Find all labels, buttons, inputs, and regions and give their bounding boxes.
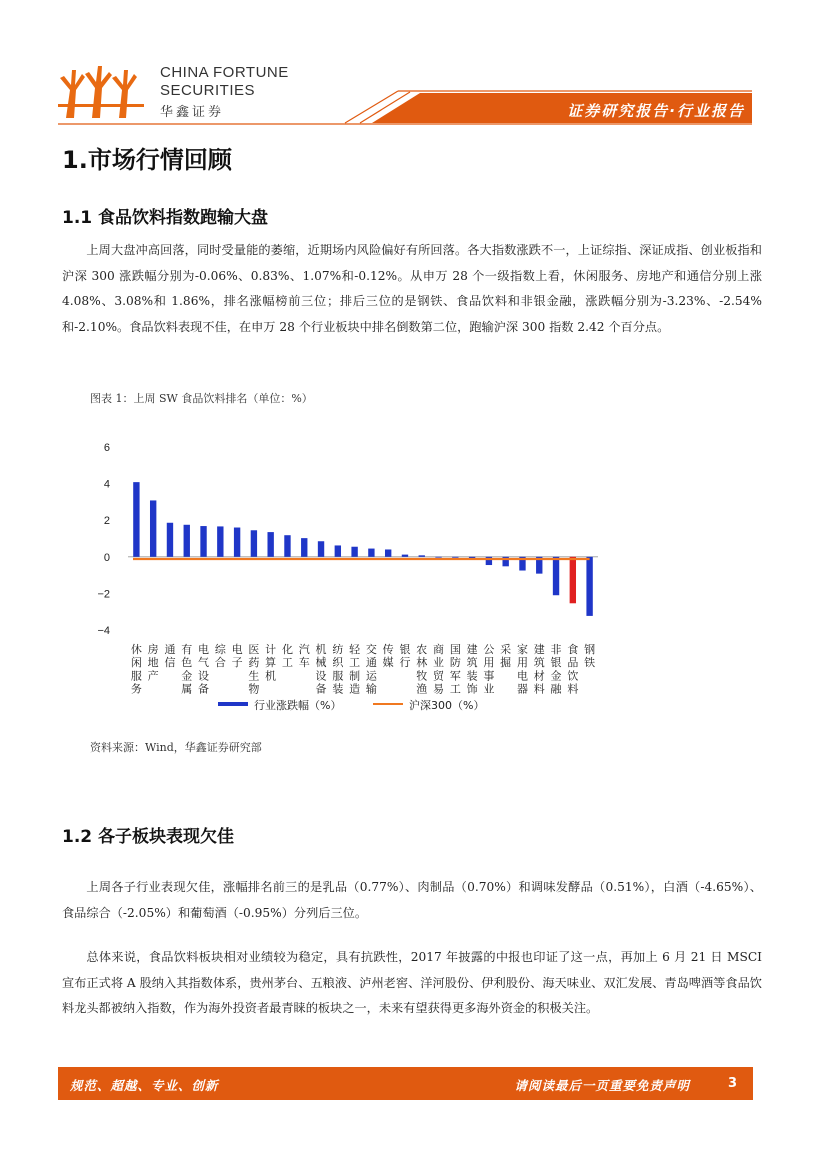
y-tick-label: 4 bbox=[103, 478, 110, 491]
bar-计算机 bbox=[267, 532, 273, 557]
bar-食品饮料 bbox=[570, 557, 576, 603]
report-type-tag: 证券研究报告·行业报告 bbox=[567, 102, 745, 120]
x-tick-label: 汽车 bbox=[298, 643, 310, 670]
y-tick-label: −4 bbox=[97, 625, 110, 637]
y-tick-label: 0 bbox=[103, 551, 110, 564]
x-tick-label: 建筑材料 bbox=[533, 643, 545, 696]
bar-电气设备 bbox=[200, 526, 206, 557]
legend-label-index: 沪深300（%） bbox=[409, 699, 485, 712]
x-tick-label: 房地产 bbox=[147, 643, 159, 683]
bar-商业贸易 bbox=[435, 557, 441, 558]
footer-disclaimer-link[interactable]: 请阅读最后一页重要免责声明 bbox=[514, 1078, 690, 1093]
chart-bars bbox=[133, 482, 593, 616]
bar-轻工制造 bbox=[351, 547, 357, 557]
x-tick-label: 国防军工 bbox=[449, 643, 461, 696]
bar-休闲服务 bbox=[133, 482, 139, 557]
x-tick-label: 商业贸易 bbox=[433, 643, 445, 696]
x-tick-label: 通信 bbox=[164, 643, 176, 670]
x-tick-label: 休闲服务 bbox=[130, 643, 142, 696]
x-tick-label: 银行 bbox=[399, 643, 411, 670]
subsection-title-1-2: 1.2 各子板块表现欠佳 bbox=[62, 827, 235, 847]
y-tick-label: −2 bbox=[97, 588, 110, 601]
bar-房地产 bbox=[150, 500, 156, 556]
x-tick-label: 电子 bbox=[231, 643, 243, 670]
x-tick-label: 传媒 bbox=[382, 643, 394, 670]
x-tick-label: 交通运输 bbox=[365, 643, 377, 696]
x-tick-label: 建筑装饰 bbox=[466, 643, 478, 696]
bar-纺织服装 bbox=[335, 545, 341, 556]
x-tick-label: 医药生物 bbox=[248, 643, 260, 696]
subsection-title-1-1: 1.1 食品饮料指数跑输大盘 bbox=[62, 208, 269, 228]
x-tick-label: 综合 bbox=[214, 643, 226, 670]
bar-传媒 bbox=[385, 549, 391, 556]
x-tick-label: 化工 bbox=[281, 643, 293, 670]
bar-非银金融 bbox=[553, 557, 559, 595]
bar-化工 bbox=[284, 535, 290, 557]
figure-caption: 图表 1：上周 SW 食品饮料排名（单位：%） bbox=[90, 392, 313, 405]
x-tick-label: 计算机 bbox=[265, 643, 277, 683]
chart-x-labels bbox=[131, 642, 595, 696]
y-tick-label: 6 bbox=[103, 442, 110, 454]
x-tick-label: 农林牧渔 bbox=[416, 643, 428, 696]
bar-钢铁 bbox=[586, 557, 592, 616]
x-tick-label: 钢铁 bbox=[584, 643, 596, 670]
section-title: 1.市场行情回顾 bbox=[62, 146, 232, 174]
industry-ranking-chart bbox=[88, 430, 608, 730]
bar-农林牧渔 bbox=[419, 555, 425, 556]
x-tick-label: 纺织服装 bbox=[332, 643, 344, 696]
figure-source: 资料来源：Wind，华鑫证券研究部 bbox=[90, 741, 262, 754]
x-tick-label: 家用电器 bbox=[516, 643, 528, 696]
bar-综合 bbox=[217, 526, 223, 556]
x-tick-label: 有色金属 bbox=[181, 643, 193, 696]
bar-机械设备 bbox=[318, 541, 324, 557]
paragraph-summary: 总体来说，食品饮料板块相对业绩较为稳定，具有抗跌性，2017 年披露的中报也印证了这一点，再加上 6 月 21 日 MSCI 宣布正式将 A 股纳入其指数体系，贵州茅台、五粮液、泸州老窖、洋河股份、伊利股份、海天味业、双汇发展、青岛啤酒等食品饮料龙头都被纳入指数，作为海外投资者最青睐的板块之一，未来有望获得更多海外资金的积极关注。 bbox=[62, 950, 762, 1015]
x-tick-label: 电气设备 bbox=[198, 643, 210, 696]
bar-交通运输 bbox=[368, 549, 374, 557]
footer-slogan: 规范、超越、专业、创新 bbox=[70, 1078, 219, 1093]
bar-汽车 bbox=[301, 538, 307, 557]
y-tick-label: 2 bbox=[103, 515, 110, 528]
x-tick-label: 公用事业 bbox=[483, 643, 495, 696]
brand-name-en-line1: CHINA FORTUNE bbox=[160, 64, 289, 81]
x-tick-label: 轻工制造 bbox=[349, 643, 361, 696]
x-tick-label: 机械设备 bbox=[315, 643, 327, 696]
brand-name-cn: 华鑫证券 bbox=[160, 105, 225, 120]
x-tick-label: 采掘 bbox=[500, 643, 512, 670]
page-number: 3 bbox=[728, 1076, 738, 1091]
bar-银行 bbox=[402, 555, 408, 557]
x-tick-label: 食品饮料 bbox=[567, 643, 579, 696]
legend-swatch-industry bbox=[218, 702, 248, 706]
bar-国防军工 bbox=[452, 557, 458, 558]
bar-医药生物 bbox=[251, 530, 257, 557]
paragraph-subsector: 上周各子行业表现欠佳，涨幅排名前三的是乳品（0.77%）、肉制品（0.70%）和调味发酵品（0.51%），白酒（-4.65%）、食品综合（-2.05%）和葡萄酒（-0.95%）分列后三位。 bbox=[62, 880, 762, 920]
bar-有色金属 bbox=[184, 525, 190, 557]
x-tick-label: 非银金融 bbox=[550, 643, 562, 696]
legend-label-industry: 行业涨跌幅（%） bbox=[254, 699, 342, 712]
company-logo-icon bbox=[58, 60, 148, 120]
brand-name-en-line2: SECURITIES bbox=[160, 82, 256, 99]
bar-通信 bbox=[167, 523, 173, 557]
bar-电子 bbox=[234, 528, 240, 557]
paragraph-market-review: 上周大盘冲高回落，同时受量能的萎缩，近期场内风险偏好有所回落。各大指数涨跌不一，上证综指、深证成指、创业板指和沪深 300 涨跌幅分别为-0.06%、0.83%、1.07%和-0.12%。从申万 28 个一级指数上看，休闲服务、房地产和通信分别上涨 4.08%、3.08%和 1.86%，排名涨幅榜前三位；排后三位的是钢铁、食品饮料和非银金融，涨跌幅分别为-3.23%、-2.54%和-2.10%。食品饮料表现不佳，在申万 28 个行业板块中排名倒数第二位，跑输沪深 300 指数 2.42 个百分点。 bbox=[62, 243, 762, 334]
chart-legend bbox=[218, 698, 484, 712]
